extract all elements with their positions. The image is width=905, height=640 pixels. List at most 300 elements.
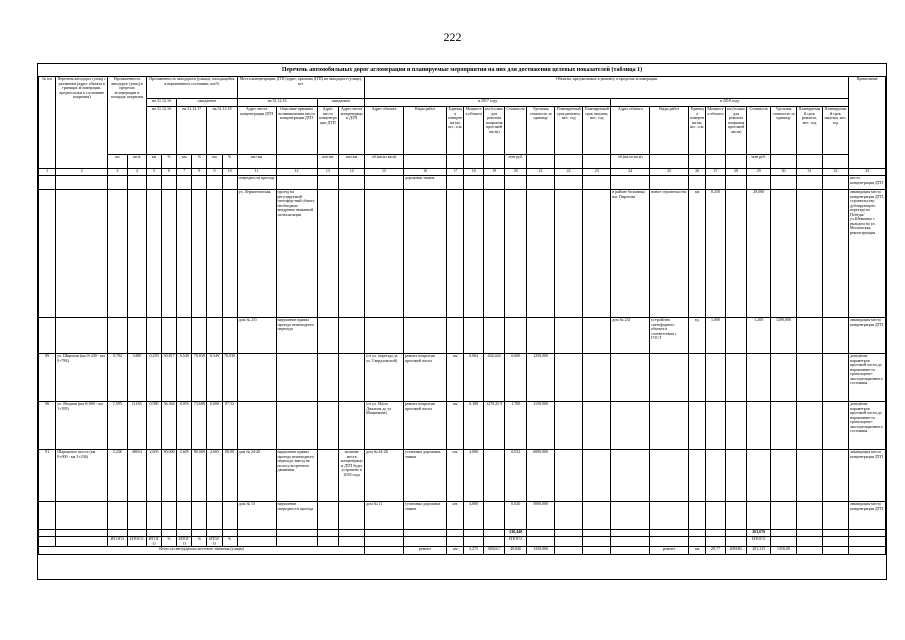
cell-c11 [237, 530, 276, 537]
cell-c2 [56, 176, 108, 190]
header-d18: на 31.12.18 [207, 107, 237, 155]
header-length: Протяженность автодорог (улиц) в пределах агломерации и площадь покрытия [108, 77, 147, 155]
cell-c32 [822, 354, 848, 402]
cell-c16: ремонт покрытия проезжей части [403, 402, 446, 450]
cell-c6: 80,000 [162, 450, 177, 502]
unit-c29: млн руб. [747, 155, 771, 169]
cell-c23 [583, 190, 611, 318]
cell-c16 [403, 537, 446, 547]
total-cell-c18: 5,275 [464, 547, 483, 555]
cell-c9: 0,000 [207, 402, 222, 450]
cell-c32 [822, 402, 848, 450]
cell-c23 [583, 530, 611, 537]
cell-c26 [689, 537, 706, 547]
cell-c5: 2,605 [146, 450, 161, 502]
cell-c32 [822, 502, 848, 530]
cell-c14 [339, 402, 365, 450]
cell-c6: % [162, 537, 177, 547]
cell-c25 [650, 176, 689, 190]
cell-c25: новое строительство [650, 190, 689, 318]
cell-c27 [706, 450, 725, 502]
cell-c33: ликвидация места концентрации ДТП [849, 502, 886, 530]
header-notes: Примечание [849, 77, 886, 169]
cell-c19 [483, 502, 505, 530]
cell-c19: 1270,25 9 [483, 402, 505, 450]
cell-c25 [650, 450, 689, 502]
unit-c7: км [177, 155, 192, 169]
cell-c22 [555, 537, 583, 547]
cell-c28 [725, 176, 747, 190]
cell-c22 [555, 354, 583, 402]
cell-c19 [483, 318, 505, 354]
total-cell-c33 [849, 547, 886, 555]
cell-c7 [177, 176, 192, 190]
cell-c29 [747, 502, 771, 530]
cell-c9 [207, 502, 222, 530]
column-number: 14 [339, 169, 365, 176]
total-cell-c28: 208180, [725, 547, 747, 555]
cell-c25 [650, 502, 689, 530]
cell-c12: нарушение очередности проезда [276, 502, 317, 530]
cell-c15 [365, 530, 404, 537]
header-power-18: Мощность объекта [706, 107, 725, 155]
cell-c8: 73,698 [192, 402, 207, 450]
cell-c14 [339, 502, 365, 530]
cell-c1: 89 [39, 354, 56, 402]
cell-c30 [771, 402, 797, 450]
cell-c22 [555, 502, 583, 530]
header-unit-17: Единица измерения км, шт., п.м. [447, 107, 464, 155]
cell-c15 [365, 537, 404, 547]
cell-c12: нарушение правил проезда пешеходного перехода, выезд на полосу встречного движения [276, 450, 317, 502]
cell-c1 [39, 176, 56, 190]
cell-c23 [583, 537, 611, 547]
cell-c19 [483, 450, 505, 502]
column-number: 24 [611, 169, 650, 176]
unit-c14: км+км [339, 155, 365, 169]
header-2018: в 2018 году [611, 99, 849, 107]
cell-c17: км [447, 402, 464, 450]
cell-c33 [849, 530, 886, 537]
cell-c1 [39, 530, 56, 537]
cell-c6 [162, 318, 177, 354]
cell-c22 [555, 530, 583, 537]
cell-c31 [797, 402, 823, 450]
header-unit-cost-18: Удельная стоимость за единицу [771, 107, 797, 155]
cell-c18 [464, 537, 483, 547]
cell-c3 [108, 190, 127, 318]
cell-c21 [527, 318, 555, 354]
cell-c10: 80,00 [222, 450, 237, 502]
cell-c3 [108, 502, 127, 530]
cell-c17 [447, 318, 464, 354]
cell-c33: ликвидация места концентрации ДТП [849, 318, 886, 354]
total-cell-c17: км [447, 547, 464, 555]
cell-c12: проезд на регулируемый светофор-ный объект, необходимо внедрение вызывной сигнализации [276, 190, 317, 318]
cell-c12 [276, 530, 317, 537]
cell-c18: 4,000 [464, 450, 483, 502]
cell-c2 [56, 537, 108, 547]
column-number: 8 [192, 169, 207, 176]
column-number: 15 [365, 169, 404, 176]
header-units-row [39, 155, 886, 169]
column-number: 9 [207, 169, 222, 176]
cell-c12: нарушение правил проезда пешеходного перехода [276, 318, 317, 354]
header-address-17: Адрес места концентрации ДТП [317, 107, 339, 155]
cell-c18 [464, 190, 483, 318]
cell-c33: ликвидация места концентрации ДТП [849, 450, 886, 502]
cell-c13 [317, 318, 339, 354]
total-cell-c32 [822, 547, 848, 555]
column-number: 33 [849, 169, 886, 176]
cell-c9: 0,549 [207, 354, 222, 402]
cell-c13 [317, 537, 339, 547]
cell-c33: ликвидация места концентрации ДТП, строительство дублирующего переезда по Победы/ул.Шевченко с выходом на ул. Московская, реконструкция [849, 190, 886, 318]
unit-c3: км [108, 155, 127, 169]
column-number: 21 [527, 169, 555, 176]
cell-c22 [555, 190, 583, 318]
cell-c14 [339, 530, 365, 537]
cell-c19 [483, 537, 505, 547]
cell-c32 [822, 190, 848, 318]
total-label: Итого по автодорогам местного значения (улицы) [39, 547, 365, 555]
cell-c4 [127, 530, 146, 537]
cell-c24 [611, 402, 650, 450]
cell-c14 [339, 190, 365, 318]
total-cell-c30: 1350,00 [771, 547, 797, 555]
cell-c26 [689, 354, 706, 402]
header-on-date: на 31.12.16 [146, 99, 176, 107]
header-address-conc: Адрес места концентрации ДТП [237, 107, 276, 155]
cell-c26 [689, 530, 706, 537]
cell-c24 [611, 530, 650, 537]
column-number: 32 [822, 169, 848, 176]
cell-c3: 1,595 [108, 402, 127, 450]
column-number: 31 [797, 169, 823, 176]
column-number: 23 [583, 169, 611, 176]
cell-c11: дом № 13 [237, 502, 276, 530]
column-number: 27 [706, 169, 725, 176]
cell-c28 [725, 190, 747, 318]
cell-c30 [771, 190, 797, 318]
cell-c24: в районе больницы им. Пирогова [611, 190, 650, 318]
cell-c29 [747, 402, 771, 450]
cell-c11: ул. Лермонтовская [237, 190, 276, 318]
cell-c20: 0,600 [505, 354, 527, 402]
cell-c27 [706, 537, 725, 547]
cell-c19 [483, 190, 505, 318]
header-2017: в 2017 году [365, 99, 611, 107]
cell-c17 [447, 176, 464, 190]
cell-c21 [527, 537, 555, 547]
column-number: 4 [127, 169, 146, 176]
cell-c13 [317, 402, 339, 450]
cell-c17 [447, 190, 464, 318]
cell-c4: 11165 [127, 402, 146, 450]
table-row [39, 354, 886, 402]
cell-c29 [747, 176, 771, 190]
column-number: 30 [771, 169, 797, 176]
cell-c29: 263,676 [747, 530, 771, 537]
cell-c27 [706, 530, 725, 537]
column-number: 29 [747, 169, 771, 176]
cell-c2: ул. Широкая (км 0+230 - км 0+784) [56, 354, 108, 402]
cell-c10: % [222, 537, 237, 547]
cell-c8 [192, 502, 207, 530]
cell-c24 [611, 354, 650, 402]
cell-c10 [222, 530, 237, 537]
cell-c8: % [192, 537, 207, 547]
cell-c21 [527, 190, 555, 318]
cell-c27 [706, 402, 725, 450]
cell-c23 [583, 176, 611, 190]
cell-c5 [146, 502, 161, 530]
cell-c11: дом № 231 [237, 318, 276, 354]
itogo-row [39, 537, 886, 547]
cell-c28 [725, 530, 747, 537]
cell-c12 [276, 354, 317, 402]
cell-c12 [276, 537, 317, 547]
cell-c25 [650, 530, 689, 537]
cell-c7 [177, 530, 192, 537]
table-row [39, 502, 886, 530]
cell-c8: 80,000 [192, 450, 207, 502]
total-cell-c31 [797, 547, 823, 555]
cell-c24 [611, 502, 650, 530]
header-address-obj-18: Адрес объекта [611, 107, 650, 155]
cell-c4: ИТОГО [127, 537, 146, 547]
cell-c15: (от ул. переезда до ул. Свердловской) [365, 354, 404, 402]
cell-c4: 48054 [127, 450, 146, 502]
cell-c5: 0,580 [146, 402, 161, 450]
cell-c9 [207, 176, 222, 190]
cell-c12 [276, 402, 317, 450]
cell-c26 [689, 402, 706, 450]
cell-c9: 2,605 [207, 450, 222, 502]
header-concentration: Места концентрации ДТП (адрес, причина ДТП) на автодороге (улице), шт. [237, 77, 364, 99]
cell-c8 [192, 318, 207, 354]
column-number: 1 [39, 169, 56, 176]
cell-c18: 0,063 [464, 354, 483, 402]
cell-c24 [611, 450, 650, 502]
unit-c5: км [146, 155, 161, 169]
cell-c14: наличие места концентрации ДТП будет устранено в 2018 года [339, 450, 365, 502]
cell-c17: шт. [447, 450, 464, 502]
cell-c24: дом № 231 [611, 318, 650, 354]
cell-c19 [483, 530, 505, 537]
total-row [39, 547, 886, 555]
header-row-2 [39, 99, 886, 107]
cell-c14 [339, 354, 365, 402]
cell-c25 [650, 402, 689, 450]
cell-c19: 444,444 [483, 354, 505, 402]
cell-c7 [177, 502, 192, 530]
cell-c30 [771, 450, 797, 502]
total-cell-c27: 29,77 [706, 547, 725, 555]
total-cell-c26: км [689, 547, 706, 555]
unit-c11: км+км [237, 155, 276, 169]
cell-c1: 91 [39, 450, 56, 502]
cell-c23 [583, 502, 611, 530]
table-row [39, 318, 886, 354]
header-d17: на 31.12.17 [177, 107, 207, 155]
cell-c23 [583, 450, 611, 502]
cell-c21 [527, 530, 555, 537]
header-forecast-conc: ожидаемое [317, 99, 365, 107]
unit-c20: млн руб. [505, 155, 527, 169]
cell-c10 [222, 190, 237, 318]
subtotal-row [39, 530, 886, 537]
cell-c6: 30,817 [162, 354, 177, 402]
cell-c4 [127, 176, 146, 190]
header-roads: Перечень автодорог (улиц) с указанием (адрес объекта в границах агломерации, предпосылки к состоянию покрытия) [56, 77, 108, 169]
cell-c26: ед. [689, 318, 706, 354]
cell-c31 [797, 502, 823, 530]
cell-c18 [464, 318, 483, 354]
cell-c27: 1,000 [706, 318, 725, 354]
cell-c27: 0,250 [706, 190, 725, 318]
cell-c27 [706, 354, 725, 402]
cell-c5: 0,239 [146, 354, 161, 402]
cell-c1: 90 [39, 402, 56, 450]
cell-c18 [464, 176, 483, 190]
cell-c2 [56, 318, 108, 354]
cell-c16 [403, 318, 446, 354]
cell-c26: км [689, 190, 706, 318]
cell-c15 [365, 190, 404, 318]
header-objects: Объекты, предлагаемые к ремонту, в пределах агломерации [365, 77, 849, 99]
total-cell-c29: 281,315 [747, 547, 771, 555]
cell-c31 [797, 450, 823, 502]
cell-c20: 1,700 [505, 402, 527, 450]
cell-c33 [849, 537, 886, 547]
cell-c31 [797, 318, 823, 354]
unit-c24: об.(кв.м+кв.м) [611, 155, 650, 169]
table-row [39, 402, 886, 450]
cell-c23 [583, 354, 611, 402]
cell-c15: дом № 24-26 [365, 450, 404, 502]
cell-c10 [222, 502, 237, 530]
cell-c25 [650, 537, 689, 547]
cell-c31 [797, 530, 823, 537]
cell-c9 [207, 318, 222, 354]
cell-c7 [177, 318, 192, 354]
cell-c17 [447, 537, 464, 547]
cell-c18: 0,180 [464, 402, 483, 450]
cell-c13 [317, 176, 339, 190]
cell-c29 [747, 354, 771, 402]
cell-c18 [464, 530, 483, 537]
cell-c11: очередности проезда [237, 176, 276, 190]
cell-c33: доведение параметров проезжей части до нормативно-го транспортно-эксплуатационного состояния [849, 402, 886, 450]
cell-c18: 4,000 [464, 502, 483, 530]
cell-c4 [127, 502, 146, 530]
column-number: 12 [276, 169, 317, 176]
cell-c15 [365, 318, 404, 354]
header-cost-17: Стоимость [505, 107, 527, 155]
cell-c5: ИТОГО [146, 537, 161, 547]
cell-c1 [39, 318, 56, 354]
cell-c26 [689, 176, 706, 190]
column-number: 28 [725, 169, 747, 176]
cell-c8: 70,030 [192, 354, 207, 402]
header-n: № п/п [39, 77, 56, 169]
cell-c6 [162, 502, 177, 530]
header-cause: Описание причины возникновения места концентрации ДТП [276, 107, 317, 155]
cell-c23 [583, 402, 611, 450]
cell-c2 [56, 190, 108, 318]
column-number: 7 [177, 169, 192, 176]
cell-c24 [611, 537, 650, 547]
header-unit-cost-17: Удельная стоимость за единицу [527, 107, 555, 155]
cell-c14 [339, 537, 365, 547]
cell-c22 [555, 176, 583, 190]
column-number: 3 [108, 169, 127, 176]
cell-c11 [237, 537, 276, 547]
cell-c31 [797, 354, 823, 402]
column-number: 13 [317, 169, 339, 176]
column-number: 6 [162, 169, 177, 176]
cell-c30 [771, 502, 797, 530]
column-number: 11 [237, 169, 276, 176]
column-number: 25 [650, 169, 689, 176]
column-number: 5 [146, 169, 161, 176]
cell-c13 [317, 190, 339, 318]
total-cell-c15 [365, 547, 404, 555]
cell-c20 [505, 190, 527, 318]
cell-c3: 0,784 [108, 354, 127, 402]
cell-c13 [317, 502, 339, 530]
cell-c9 [207, 190, 222, 318]
total-cell-c21: 1350,000 [527, 547, 555, 555]
cell-c30: 1200,000 [771, 318, 797, 354]
cell-c21: 1150,000 [527, 402, 555, 450]
cell-c31 [797, 176, 823, 190]
column-number: 17 [447, 169, 464, 176]
column-number: 22 [555, 169, 583, 176]
unit-c9: км [207, 155, 222, 169]
cell-c30 [771, 176, 797, 190]
total-cell-c20: 49,840 [505, 547, 527, 555]
cell-c3 [108, 176, 127, 190]
header-norm: Протяженность автодороги (улицы), находящейся в нормативном состоянии, км/% [146, 77, 237, 99]
cell-c32 [822, 537, 848, 547]
cell-c3 [108, 318, 127, 354]
unit-c6: % [162, 155, 177, 169]
cell-c2 [56, 530, 108, 537]
cell-c7: 2,605 [177, 450, 192, 502]
cell-c16 [403, 530, 446, 537]
cell-c28 [725, 402, 747, 450]
cell-c5 [146, 318, 161, 354]
column-number: 18 [464, 169, 483, 176]
unit-c13: км+км [317, 155, 339, 169]
cell-c12 [276, 176, 317, 190]
cell-c6 [162, 176, 177, 190]
cell-c13 [317, 450, 339, 502]
cell-c29: 29,000 [747, 190, 771, 318]
cell-c20: 0,032 [505, 450, 527, 502]
total-cell-c23 [583, 547, 611, 555]
cell-c15: дом № 11 [365, 502, 404, 530]
cell-c21: 5000,000 [527, 502, 555, 530]
cell-c9: ИТОГО [207, 537, 222, 547]
cell-c26 [689, 502, 706, 530]
total-cell-c19: 36924,7 [483, 547, 505, 555]
total-cell-c22 [555, 547, 583, 555]
cell-c29 [747, 450, 771, 502]
cell-c4: 5488 [127, 354, 146, 402]
